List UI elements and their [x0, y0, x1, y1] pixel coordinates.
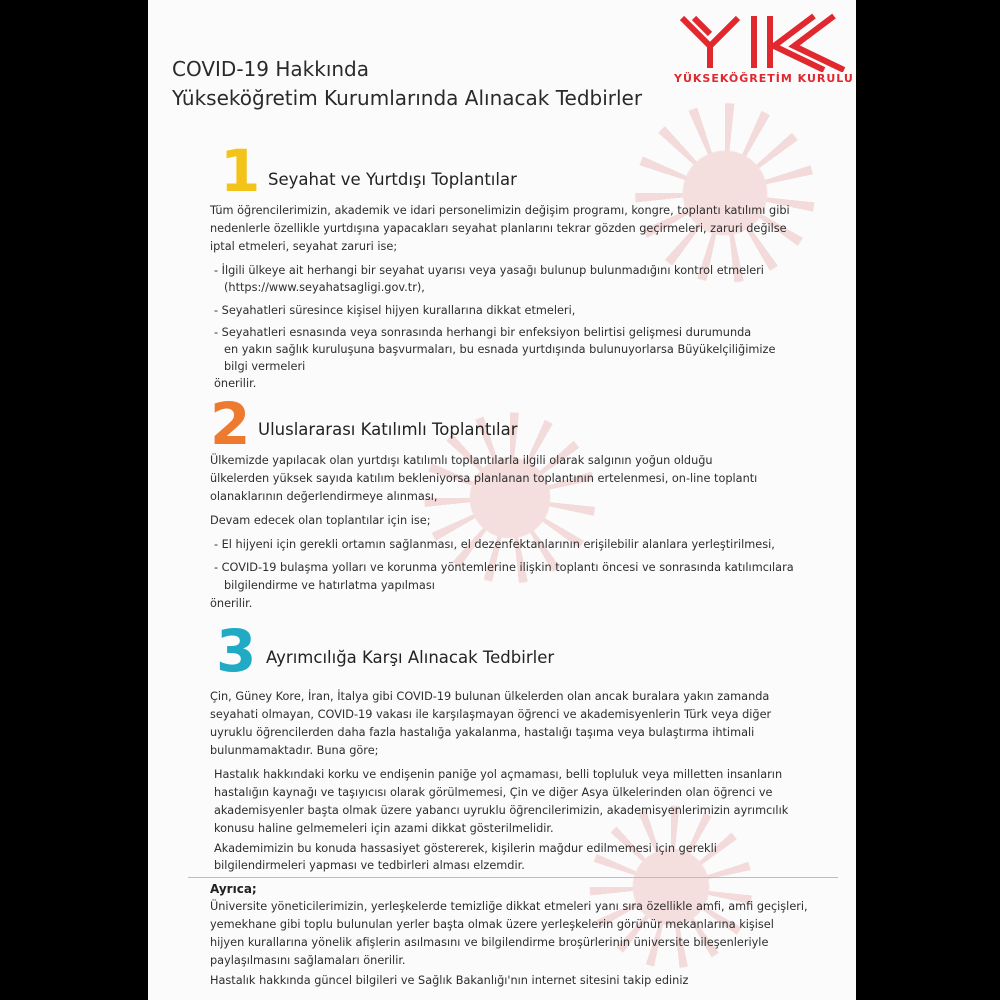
section-1-line: önerilir. [214, 377, 257, 390]
ayrica-line: Üniversite yöneticilerimizin, yerleşkelerde temizliğe dikkat etmeleri yanı sıra özellikle amfi, amfi geçişleri, [210, 900, 808, 913]
section-1-bullet: - Seyahatleri esnasında veya sonrasında herhangi bir enfeksiyon belirtisi gelişmesi durumunda [214, 326, 752, 339]
section-1-bullet: - Seyahatleri süresince kişisel hijyen kurallarına dikkat etmeleri, [214, 304, 576, 317]
yok-logo [674, 12, 854, 94]
section-2-line: önerilir. [210, 597, 253, 610]
section-2-bullet: - El hijyeni için gerekli ortamın sağlanması, el dezenfektanlarının erişilebilir alanlara yerleştirilmesi, [214, 538, 775, 551]
section-2-line: olanaklarının değerlendirmeye alınması, [210, 490, 438, 503]
divider [188, 877, 838, 878]
yok-logo-icon [674, 12, 850, 72]
ayrica-heading: Ayrıca; [210, 882, 257, 896]
section-2-line: ülkelerden yüksek sayıda katılım bekleniyorsa planlanan toplantının ertelenmesi, on-line toplantı [210, 472, 758, 485]
section-2-line: Devam edecek olan toplantılar için ise; [210, 514, 431, 527]
section-number-2: 2 [210, 390, 251, 458]
document-page [148, 0, 856, 1000]
virus-watermark-icon [576, 792, 766, 982]
section-2-line: Ülkemizde yapılacak olan yurtdışı katılımlı toplantılarla ilgili olarak salgının yoğun olduğu [210, 454, 713, 467]
section-3-line: Akademimizin bu konuda hassasiyet göstererek, kişilerin mağdur edilmemesi için gerekli [214, 842, 717, 855]
section-title-2: Uluslararası Katılımlı Toplantılar [258, 420, 518, 439]
section-title-3: Ayrımcılığa Karşı Alınacak Tedbirler [266, 648, 555, 667]
section-1-line: en yakın sağlık kuruluşuna başvurmaları, bu esnada yurtdışında bulunuyorlarsa Büyükelçiliğimize [224, 343, 776, 356]
section-1-line: bilgi vermeleri [224, 360, 306, 373]
section-2-bullet: - COVID-19 bulaşma yolları ve korunma yöntemlerine ilişkin toplantı öncesi ve sonrasında katılımcılara [214, 561, 794, 574]
section-3-line: uyruklu öğrencilerden daha fazla hastalığa yakalanma, hastalığı taşıma veya bulaştırma ihtimali [210, 726, 755, 739]
section-3-line: bilgilendirmeleri yapması ve tedbirleri alması elzemdir. [214, 859, 525, 872]
section-1-line: (https://www.seyahatsagligi.gov.tr), [224, 281, 425, 294]
section-3-line: bulunmamaktadır. Buna göre; [210, 744, 379, 757]
section-2-line: bilgilendirme ve hatırlatma yapılması [224, 579, 435, 592]
section-3-line: hastalığın kaynağı ve taşıyıcısı olarak görülmemesi, Çin ve diğer Asya ülkelerinden olan öğrenci ve [214, 786, 773, 799]
ayrica-line: yemekhane gibi toplu bulunulan yerler başta olmak üzere yerleşkelerin görünür mekanlarına kişisel [210, 918, 774, 931]
section-3-line: akademisyenler başta olmak üzere yabancı uyruklu öğrencilerimizin, akademisyenlerimizin ayrımcılık [214, 804, 789, 817]
section-number-3: 3 [216, 617, 257, 685]
ayrica-line: Hastalık hakkında güncel bilgileri ve Sağlık Bakanlığı'nın internet sitesini takip ediniz [210, 974, 689, 987]
section-3-line: seyahati olmayan, COVID-19 vakası ile karşılaşmayan öğrenci ve akademisyenlerin Türk veya diğer [210, 708, 772, 721]
title-line-2: Yükseköğretim Kurumlarında Alınacak Tedbirler [172, 86, 643, 110]
page-title [172, 55, 642, 113]
ayrica-line: hijyen kurallarına yönelik afişlerin asılmasını ve bilgilendirme broşürlerinin üniversite bileşenleriyle [210, 936, 769, 949]
section-1-line: iptal etmeleri, seyahat zaruri ise; [210, 240, 398, 253]
logo-caption: YÜKSEKÖĞRETİM KURULU [674, 72, 854, 85]
section-3-line: Hastalık hakkındaki korku ve endişenin paniğe yol açmaması, belli topluluk veya milletten insanların [214, 768, 783, 781]
section-3-line: konusu haline gelmemeleri için azami dikkat gösterilmelidir. [214, 822, 554, 835]
section-1-bullet: - İlgili ülkeye ait herhangi bir seyahat uyarısı veya yasağı bulunup bulunmadığını kontrol etmeleri [214, 264, 764, 277]
section-title-1: Seyahat ve Yurtdışı Toplantılar [268, 170, 517, 189]
section-number-1: 1 [220, 137, 261, 205]
section-1-line: nedenlerle özellikle yurtdışına yapacakları seyahat planlarını tekrar gözden geçirmeleri, zaruri değilse [210, 222, 787, 235]
title-line-1: COVID-19 Hakkında [172, 57, 370, 81]
section-3-line: Çin, Güney Kore, İran, İtalya gibi COVID-19 bulunan ülkelerden olan ancak buralara yakın zamanda [210, 690, 770, 703]
ayrica-line: paylaşılmasını sağlamaları önerilir. [210, 954, 406, 967]
section-1-line: Tüm öğrencilerimizin, akademik ve idari personelimizin değişim programı, kongre, toplantı katılımı gibi [210, 204, 790, 217]
